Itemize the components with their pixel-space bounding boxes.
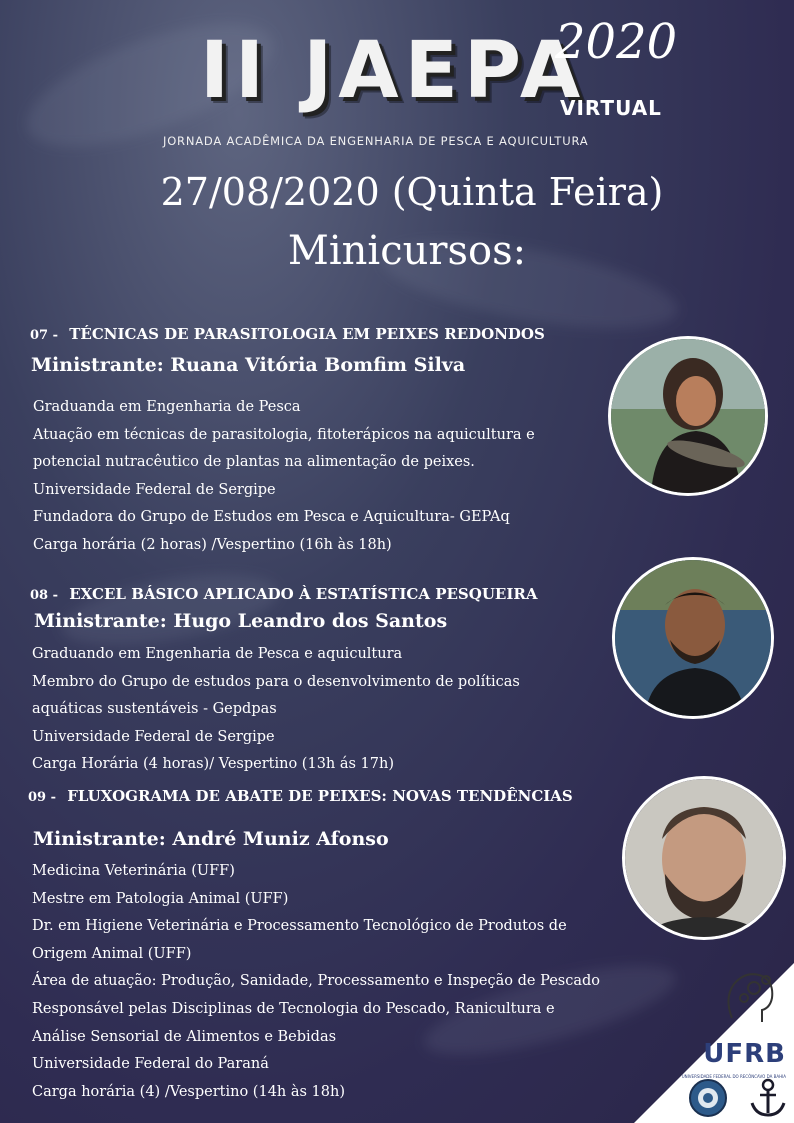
detail-line: Atuação em técnicas de parasitologia, fitoterápicos na aquicultura e — [33, 426, 535, 443]
detail-line: aquáticas sustentáveis - Gepdpas — [32, 701, 277, 718]
course-title-text: TÉCNICAS DE PARASITOLOGIA EM PEIXES REDONDOS — [69, 325, 545, 343]
detail-line: Mestre em Patologia Animal (UFF) — [32, 890, 289, 907]
detail-line: Universidade Federal de Sergipe — [32, 728, 275, 745]
detail-line: Área de atuação: Produção, Sanidade, Processamento e Inspeção de Pescado — [32, 973, 600, 990]
course-instructor: Ministrante: Ruana Vitória Bomfim Silva — [31, 354, 466, 376]
course-number: 07 - — [30, 328, 59, 343]
course-details — [33, 394, 535, 560]
event-date: 27/08/2020 (Quinta Feira) — [160, 170, 664, 214]
anchor-emblem-icon — [746, 1075, 790, 1119]
event-logo-year: 2020 — [555, 14, 678, 70]
detail-line: Análise Sensorial de Alimentos e Bebidas — [32, 1028, 337, 1045]
instructor-photo — [612, 557, 774, 719]
ufrb-logo-subtitle: UNIVERSIDADE FEDERAL DO RECÔNCAVO DA BAHIA — [681, 1074, 786, 1079]
detail-line: Graduanda em Engenharia de Pesca — [33, 399, 301, 415]
detail-line: Carga Horária (4 horas)/ Vespertino (13h ás 17h) — [32, 756, 395, 773]
course-title-text: FLUXOGRAMA DE ABATE DE PEIXES: NOVAS TENDÊNCIAS — [67, 787, 573, 805]
ufrb-logo: UFRB — [703, 1039, 786, 1069]
detail-line: Graduando em Engenharia de Pesca e aquicultura — [32, 646, 403, 662]
detail-line: Medicina Veterinária (UFF) — [32, 863, 235, 879]
course-title — [30, 585, 537, 603]
course-title-text: EXCEL BÁSICO APLICADO À ESTATÍSTICA PESQUEIRA — [69, 585, 538, 603]
course-title — [28, 787, 573, 805]
detail-line: Origem Animal (UFF) — [32, 945, 192, 962]
event-logo-title: II JAEPA — [200, 26, 587, 116]
detail-line: Universidade Federal do Paraná — [32, 1056, 269, 1073]
course-details — [32, 641, 520, 779]
instructor-photo — [622, 776, 786, 940]
instructor-photo — [608, 336, 768, 496]
detail-line: Dr. em Higiene Veterinária e Processamento Tecnológico de Produtos de — [32, 918, 567, 935]
detail-line: Universidade Federal de Sergipe — [33, 481, 276, 498]
course-instructor: Ministrante: Hugo Leandro dos Santos — [34, 610, 448, 632]
course-instructor: Ministrante: André Muniz Afonso — [33, 828, 389, 850]
event-logo-virtual: VIRTUAL — [560, 96, 662, 120]
seal-icon — [688, 1078, 728, 1118]
section-title: Minicursos: — [287, 228, 527, 274]
course-title — [30, 325, 545, 343]
course-number: 08 - — [30, 588, 59, 603]
detail-line: Responsável pelas Disciplinas de Tecnologia do Pescado, Ranicultura e — [32, 1000, 555, 1017]
course-number: 09 - — [28, 790, 57, 805]
detail-line: Carga horária (2 horas) /Vespertino (16h às 18h) — [33, 536, 392, 553]
detail-line: Membro do Grupo de estudos para o desenvolvimento de políticas — [32, 673, 520, 690]
detail-line: Carga horária (4) /Vespertino (14h às 18h) — [32, 1083, 346, 1100]
event-logo-subtitle: JORNADA ACADÊMICA DA ENGENHARIA DE PESCA E AQUICULTURA — [163, 134, 589, 148]
detail-line: potencial nutracêutico de plantas na alimentação de peixes. — [33, 454, 475, 471]
detail-line: Fundadora do Grupo de Estudos em Pesca e Aquicultura- GEPAq — [33, 509, 510, 526]
brain-gears-icon — [722, 968, 778, 1026]
course-details — [32, 858, 600, 1106]
